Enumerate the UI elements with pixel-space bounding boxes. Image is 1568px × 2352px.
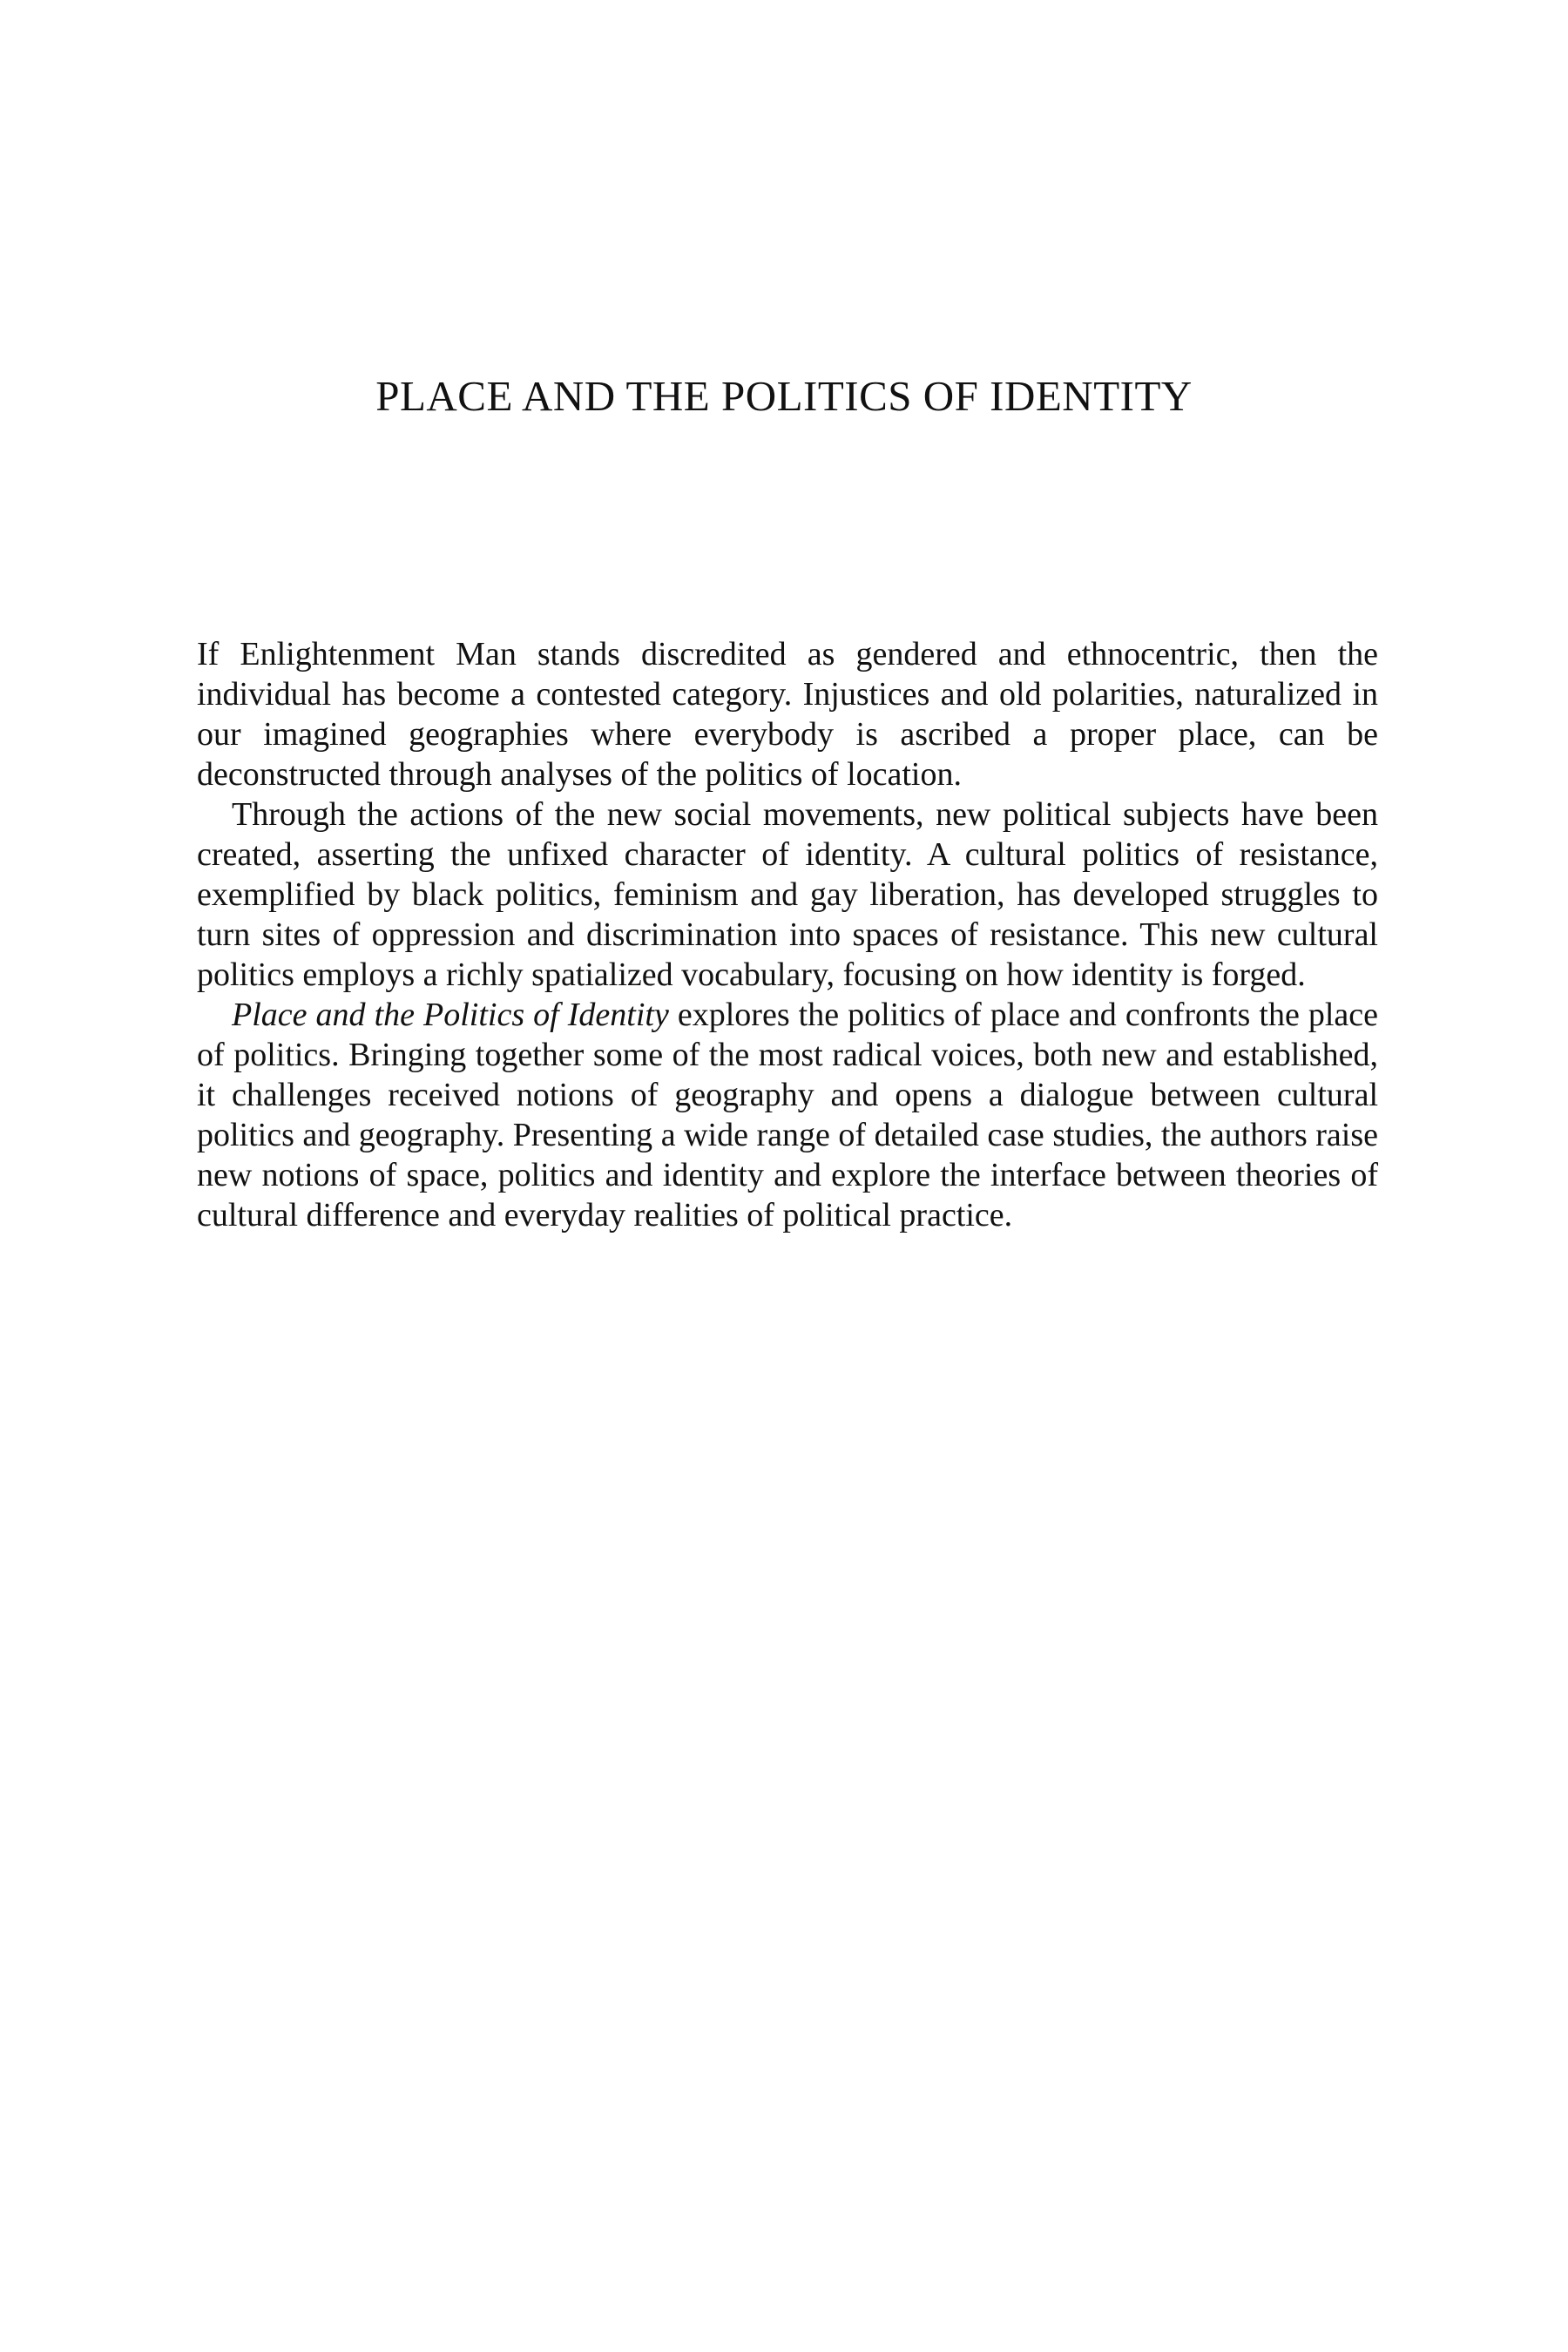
paragraph-3-text: explores the politics of place and confronts the place of politics. Bringing together some of the most radical voices, both new and established, it challenges received notions of geography and opens a dialogue between cultural politics and geography. Presenting a wide range of detailed case studies, the authors raise new notions of space, politics and identity and explore the interface between theories of cultural difference and everyday realities of political practice. — [197, 997, 1379, 1233]
page-title: PLACE AND THE POLITICS OF IDENTITY — [375, 372, 1193, 420]
paragraph-1: If Enlightenment Man stands discredited as gendered and ethnocentric, then the individual has become a contested category. Injustices and old polarities, naturalized in our imagined geographies where everybody is ascribed a proper place, can be deconstructed through analyses of the politics of location. — [197, 636, 1378, 793]
blurb-text — [197, 634, 1378, 1235]
paragraph-3 — [197, 995, 1378, 1235]
paragraph-2: Through the actions of the new social movements, new political subjects have been created, asserting the unfixed character of identity. A cultural politics of resistance, exemplified by black politics, feminism and gay liberation, has developed struggles to turn sites of oppression and discrimination into spaces of resistance. This new cultural politics employs a richly spatialized vocabulary, focusing on how identity is forged. — [197, 796, 1378, 993]
book-title-italic: Place and the Politics of Identity — [232, 997, 669, 1033]
